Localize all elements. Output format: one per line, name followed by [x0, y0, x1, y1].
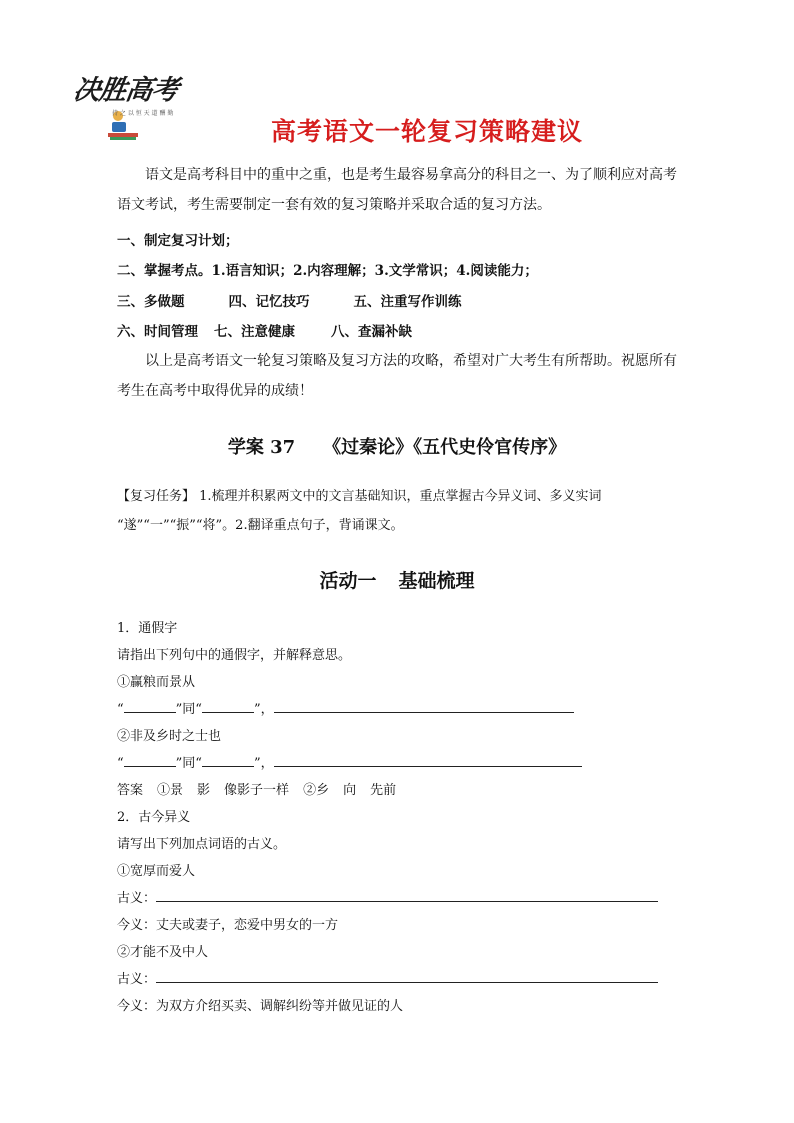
intro-paragraph: 语文是高考科目中的重中之重，也是考生最容易拿高分的科目之一、为了顺利应对高考语文考试，考生需要制定一套有效的复习策略并采取合适的复习方法。: [117, 167, 677, 213]
section1-blank-row-2: [117, 752, 582, 771]
answer-item: ①景: [157, 783, 184, 798]
review-task-text-1: 1.梳理并积累两文中的文言基础知识，重点掌握古今异义词、多义实词: [199, 489, 602, 504]
logo-motto: 持 之 以 恒 天 道 酬 勤: [112, 110, 174, 117]
quote-close: ”，: [253, 702, 274, 717]
ancient-meaning-field[interactable]: [156, 887, 658, 902]
section1-blank-row-1: [117, 698, 574, 717]
meaning-blank-field[interactable]: [274, 752, 582, 767]
section1-answer: [117, 779, 396, 798]
gu-label: 古义：: [117, 972, 157, 987]
strategy-item-3: 三、多做题: [117, 294, 185, 310]
blank-field[interactable]: [124, 752, 176, 767]
strategy-item-8: 八、查漏补缺: [331, 324, 412, 340]
review-task-line-1: [117, 485, 602, 504]
strategy-item-4: 四、记忆技巧: [228, 294, 310, 310]
gu-label: 古义：: [117, 891, 157, 906]
answer-item: 向: [343, 783, 357, 798]
activity-title: [0, 566, 794, 593]
logo-text: 决胜高考: [71, 75, 180, 106]
section2-jin-2: 今义：为双方介绍买卖、调解纠纷等并做见证的人: [117, 999, 404, 1014]
strategy-row-4: [117, 320, 412, 340]
answer-item: 像影子一样: [224, 783, 290, 798]
meaning-blank-field[interactable]: [274, 698, 574, 713]
closing-paragraph: 以上是高考语文一轮复习策略及复习方法的攻略，希望对广大考生有所帮助。祝愿所有考生在高考中取得优异的成绩！: [117, 353, 677, 399]
section2-jin-1: 今义：丈夫或妻子，恋爱中男女的一方: [117, 918, 339, 933]
section1-question-1: ①赢粮而景从: [117, 675, 196, 690]
section1-heading: 1．通假字: [117, 621, 178, 636]
review-task-line-2: “遂”“一”“振”“将”。2.翻译重点句子，背诵课文。: [117, 518, 404, 533]
same-as-text: ”同“: [175, 702, 202, 717]
strategy-item-6: 六、时间管理: [117, 324, 198, 340]
section2-instruction: 请写出下列加点词语的古义。: [117, 837, 287, 852]
answer-item: 先前: [370, 783, 397, 798]
review-task-tag: 【复习任务】: [117, 489, 196, 504]
quote-open: “: [117, 756, 124, 771]
section1-question-2: ②非及乡时之士也: [117, 729, 222, 744]
page-title: 高考语文一轮复习策略建议: [270, 117, 583, 146]
blank-field[interactable]: [202, 698, 254, 713]
section2-gu-row-2: [117, 968, 658, 987]
lesson-title: [0, 433, 794, 459]
ancient-meaning-field[interactable]: [156, 968, 658, 983]
strategy-item-1: 一、制定复习计划；: [117, 233, 239, 249]
strategy-item-5: 五、注重写作训练: [353, 294, 462, 310]
blank-field[interactable]: [124, 698, 176, 713]
quote-open: “: [117, 702, 124, 717]
answer-label: 答案: [117, 783, 144, 798]
quote-close: ”，: [253, 756, 274, 771]
answer-item: 影: [197, 783, 211, 798]
section2-heading: 2．古今异义: [117, 810, 191, 825]
activity-name: 基础梳理: [398, 570, 475, 592]
answer-item: ②乡: [303, 783, 330, 798]
lesson-label: 学案 37: [227, 437, 296, 458]
section2-question-2: ②才能不及中人: [117, 945, 209, 960]
strategy-row-3: [117, 290, 462, 310]
section2-gu-row-1: [117, 887, 658, 906]
strategy-item-7: 七、注意健康: [214, 324, 295, 340]
strategy-item-2: 二、掌握考点。1.语言知识；2.内容理解；3.文学常识；4.阅读能力；: [117, 263, 538, 279]
section2-question-1: ①宽厚而爱人: [117, 864, 196, 879]
lesson-name: 《过秦论》《五代史伶官传序》: [323, 437, 567, 458]
blank-field[interactable]: [202, 752, 254, 767]
section1-instruction: 请指出下列句中的通假字，并解释意思。: [117, 648, 352, 663]
activity-label: 活动一: [319, 570, 377, 592]
same-as-text: ”同“: [175, 756, 202, 771]
